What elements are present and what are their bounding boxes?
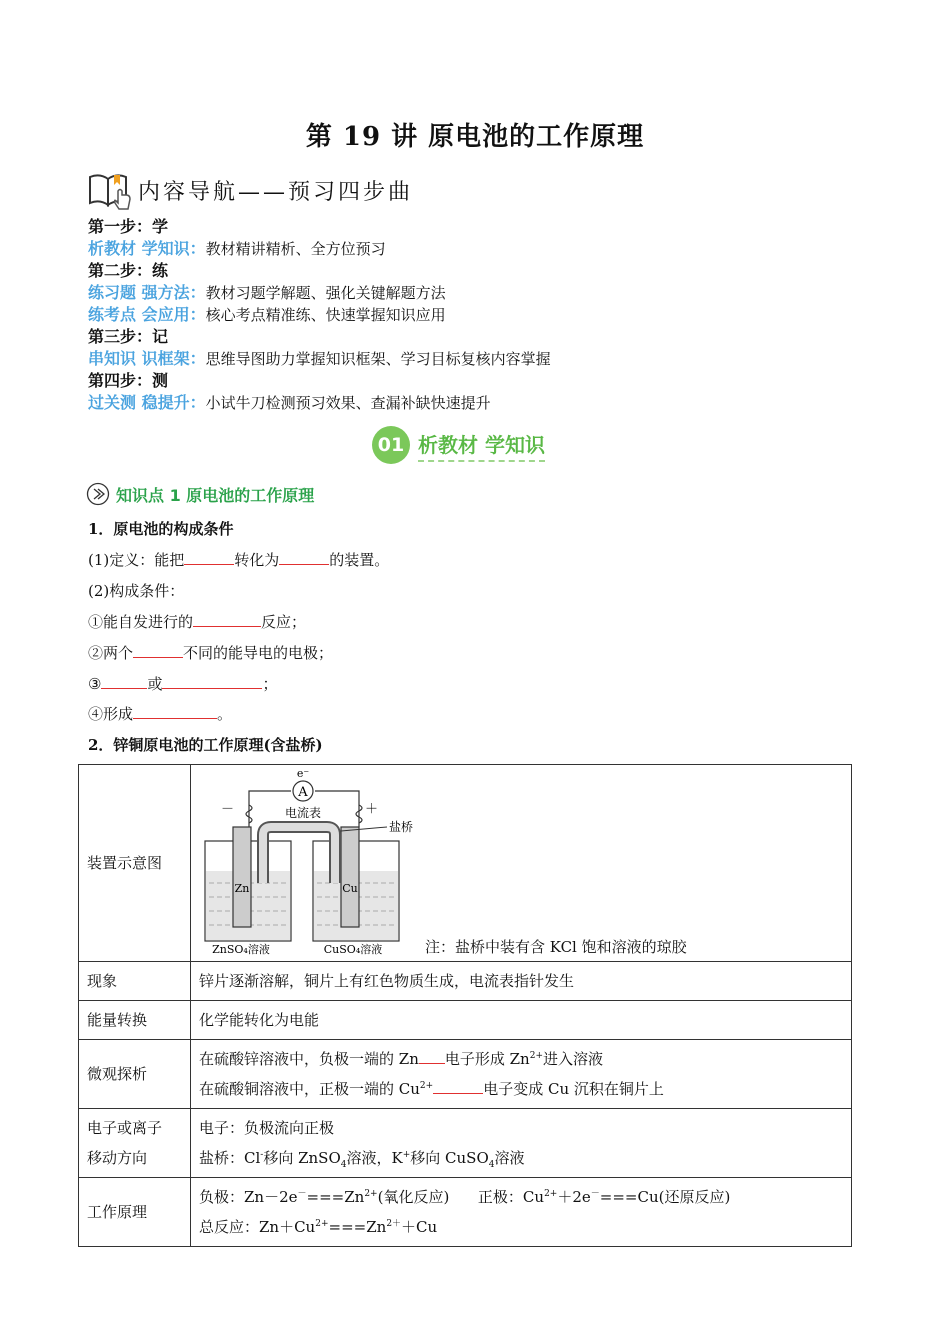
ammeter-symbol: A — [298, 785, 308, 800]
zn-cu-cell-table — [78, 764, 852, 1247]
blank[interactable] — [279, 550, 329, 565]
step1-title: 第一步：学 — [88, 217, 169, 236]
nav-header — [86, 168, 413, 212]
right-solution-label: CuSO₄溶液 — [323, 943, 383, 956]
page-title: 第 19 讲 原电池的工作原理 — [305, 122, 645, 152]
ammeter-label: 电流表 — [284, 806, 322, 820]
step1-item: 析教材 学知识：教材精讲精析、全方位预习 — [88, 239, 386, 258]
salt-bridge-label: 盐桥 — [389, 820, 414, 834]
condition-3: ③ 或 ； — [88, 675, 278, 693]
blank[interactable] — [419, 1049, 445, 1064]
blank[interactable] — [433, 1079, 483, 1094]
condition-1: ①能自发进行的 反应； — [88, 613, 307, 631]
steps-list — [88, 216, 551, 414]
blank[interactable] — [101, 674, 147, 689]
row-label-micro: 微观探析 — [79, 1040, 191, 1109]
blank[interactable] — [162, 674, 262, 689]
book-icon — [86, 169, 134, 211]
blank[interactable] — [184, 550, 234, 565]
section-badge — [372, 424, 545, 466]
part2-heading: 2．锌铜原电池的工作原理(含盐桥) — [88, 736, 323, 754]
knowledge-point-title: 知识点 1 原电池的工作原理 — [116, 485, 315, 505]
step4-item: 过关测 稳提升：小试牛刀检测预习效果、查漏补缺快速提升 — [88, 393, 491, 412]
cu-electrode-label: Cu — [342, 882, 358, 895]
row-label-movement: 电子或离子 移动方向 — [79, 1109, 191, 1178]
energy-text: 化学能转化为电能 — [191, 1001, 852, 1040]
table-row — [79, 1109, 852, 1178]
condition-2: ②两个 不同的能导电的电极； — [88, 644, 334, 662]
micro-text: 在硫酸锌溶液中，负极一端的 Zn 电子形成 $Zn^{2+}$进入溶液 在硫酸铜溶液中，正极一端的 $Cu^{2+}$ 电子变成 Cu 沉积在铜片上 — [191, 1040, 852, 1109]
row-label-principle: 工作原理 — [79, 1178, 191, 1247]
electron-label: e⁻ — [296, 767, 310, 780]
table-row — [79, 765, 852, 962]
zn-electrode-label: Zn — [234, 882, 250, 895]
step2-title: 第二步：练 — [88, 261, 169, 280]
condition-4: ④形成 。 — [88, 705, 233, 723]
nav-heading: 内容导航——预习四步曲 — [138, 179, 414, 205]
row-label-phenomenon: 现象 — [79, 962, 191, 1001]
device-diagram-cell — [191, 765, 852, 962]
section-label: 析教材 学知识 — [418, 429, 545, 462]
section-number: 01 — [372, 426, 410, 464]
blank[interactable] — [193, 612, 261, 627]
table-row — [79, 1040, 852, 1109]
table-row — [79, 1001, 852, 1040]
knowledge-point-header — [86, 482, 314, 506]
row-label-device: 装置示意图 — [79, 765, 191, 962]
salt-bridge-note: 注：盐桥中装有含 KCl 饱和溶液的琼胶 — [425, 938, 687, 956]
step3-item: 串知识 识框架：思维导图助力掌握知识框架、学习目标复核内容掌握 — [88, 349, 551, 368]
step4-title: 第四步：测 — [88, 371, 169, 390]
step2-item-a: 练习题 强方法：教材习题学解题、强化关键解题方法 — [88, 283, 446, 302]
step2-item-b: 练考点 会应用：核心考点精准练、快速掌握知识应用 — [88, 305, 446, 324]
arrow-circle-icon — [86, 482, 110, 506]
left-solution-label: ZnSO₄溶液 — [212, 943, 270, 956]
minus-sign: － — [221, 802, 235, 817]
row-label-energy: 能量转换 — [79, 1001, 191, 1040]
part1-heading: 1．原电池的构成条件 — [88, 520, 234, 538]
phenomenon-text: 锌片逐渐溶解，铜片上有红色物质生成，电流表指针发生 — [191, 962, 852, 1001]
table-row — [79, 1178, 852, 1247]
principle-text: 负极：$Zn-2e^-===Zn^{2+}$(氧化反应) 正极：$Cu^{2+}+2e^-===Cu$(还原反应) 总反应：$Zn+Cu^{2+}===Zn^{2+}+Cu$ — [191, 1178, 852, 1247]
galvanic-cell-diagram — [191, 765, 851, 961]
plus-sign: ＋ — [365, 802, 379, 817]
definition-line: (1)定义：能把 转化为 的装置。 — [88, 551, 390, 569]
table-row — [79, 962, 852, 1001]
blank[interactable] — [133, 704, 217, 719]
conditions-heading: (2)构成条件： — [88, 582, 185, 600]
blank[interactable] — [133, 643, 183, 658]
step3-title: 第三步：记 — [88, 327, 169, 346]
movement-text: 电子：负极流向正极 盐桥：Cl-移向 ZnSO$_4$溶液，K+移向 CuSO$_4$溶液 — [191, 1109, 852, 1178]
